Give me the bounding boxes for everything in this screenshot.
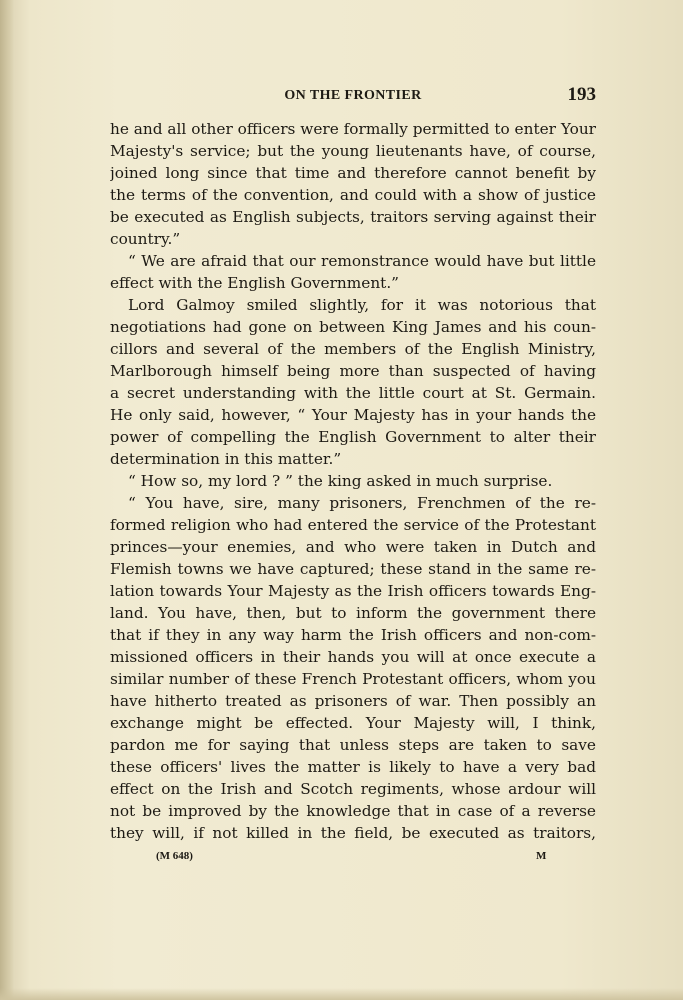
page-bottom-shadow bbox=[0, 988, 683, 1000]
text-line: pardon me for saying that unless steps are taken to save bbox=[110, 736, 596, 754]
text-line: He only said, however, “ Your Majesty has in your hands the bbox=[110, 406, 596, 424]
page-number: 193 bbox=[567, 84, 596, 105]
text-line: joined long since that time and therefore cannot benefit by bbox=[110, 164, 596, 182]
body-text bbox=[110, 118, 596, 844]
text-line: these officers' lives the matter is likely to have a very bad bbox=[110, 758, 596, 776]
text-line: be executed as English subjects, traitors serving against their bbox=[110, 208, 596, 226]
text-line: determination in this matter.” bbox=[110, 450, 342, 468]
signature-mark: (M 648) bbox=[156, 850, 193, 862]
text-line: country.” bbox=[110, 230, 181, 248]
text-line: effect on the Irish and Scotch regiments, whose ardour will bbox=[110, 780, 596, 798]
page-footer bbox=[110, 850, 596, 870]
text-line: formed religion who had entered the service of the Protestant bbox=[110, 516, 596, 534]
text-line: that if they in any way harm the Irish officers and non-com- bbox=[110, 626, 596, 644]
running-head bbox=[110, 82, 596, 110]
text-line: land. You have, then, but to inform the government there bbox=[110, 604, 596, 622]
text-line: missioned officers in their hands you will at once execute a bbox=[110, 648, 596, 666]
text-line: similar number of these French Protestant officers, whom you bbox=[110, 670, 596, 688]
page-gutter-shadow bbox=[0, 0, 14, 1000]
text-line: Majesty's service; but the young lieutenants have, of course, bbox=[110, 142, 596, 160]
text-line: a secret understanding with the little court at St. Germain. bbox=[110, 384, 596, 402]
text-line: cillors and several of the members of the English Ministry, bbox=[110, 340, 596, 358]
signature-letter: M bbox=[536, 850, 547, 862]
text-line: he and all other officers were formally permitted to enter Your bbox=[110, 120, 596, 138]
text-line: Marlborough himself being more than suspected of having bbox=[110, 362, 596, 380]
text-line: power of compelling the English Government to alter their bbox=[110, 428, 596, 446]
text-line: “ You have, sire, many prisoners, Frenchmen of the re- bbox=[128, 494, 596, 512]
text-line: Flemish towns we have captured; these stand in the same re- bbox=[110, 560, 596, 578]
text-line: negotiations had gone on between King James and his coun- bbox=[110, 318, 596, 336]
text-line: have hitherto treated as prisoners of war. Then possibly an bbox=[110, 692, 596, 710]
text-line: “ How so, my lord ? ” the king asked in much surprise. bbox=[128, 472, 553, 490]
text-line: the terms of the convention, and could with a show of justice bbox=[110, 186, 596, 204]
text-line: exchange might be effected. Your Majesty will, I think, bbox=[110, 714, 596, 732]
text-line: not be improved by the knowledge that in case of a reverse bbox=[110, 802, 596, 820]
text-line: “ We are afraid that our remonstrance would have but little bbox=[128, 252, 596, 270]
running-title: ON THE FRONTIER bbox=[284, 88, 422, 103]
text-line: princes—your enemies, and who were taken in Dutch and bbox=[110, 538, 596, 556]
text-line: effect with the English Government.” bbox=[110, 274, 399, 292]
text-line: lation towards Your Majesty as the Irish officers towards Eng- bbox=[110, 582, 596, 600]
text-line: Lord Galmoy smiled slightly, for it was notorious that bbox=[128, 296, 596, 314]
text-line: they will, if not killed in the field, be executed as traitors, bbox=[110, 824, 596, 842]
